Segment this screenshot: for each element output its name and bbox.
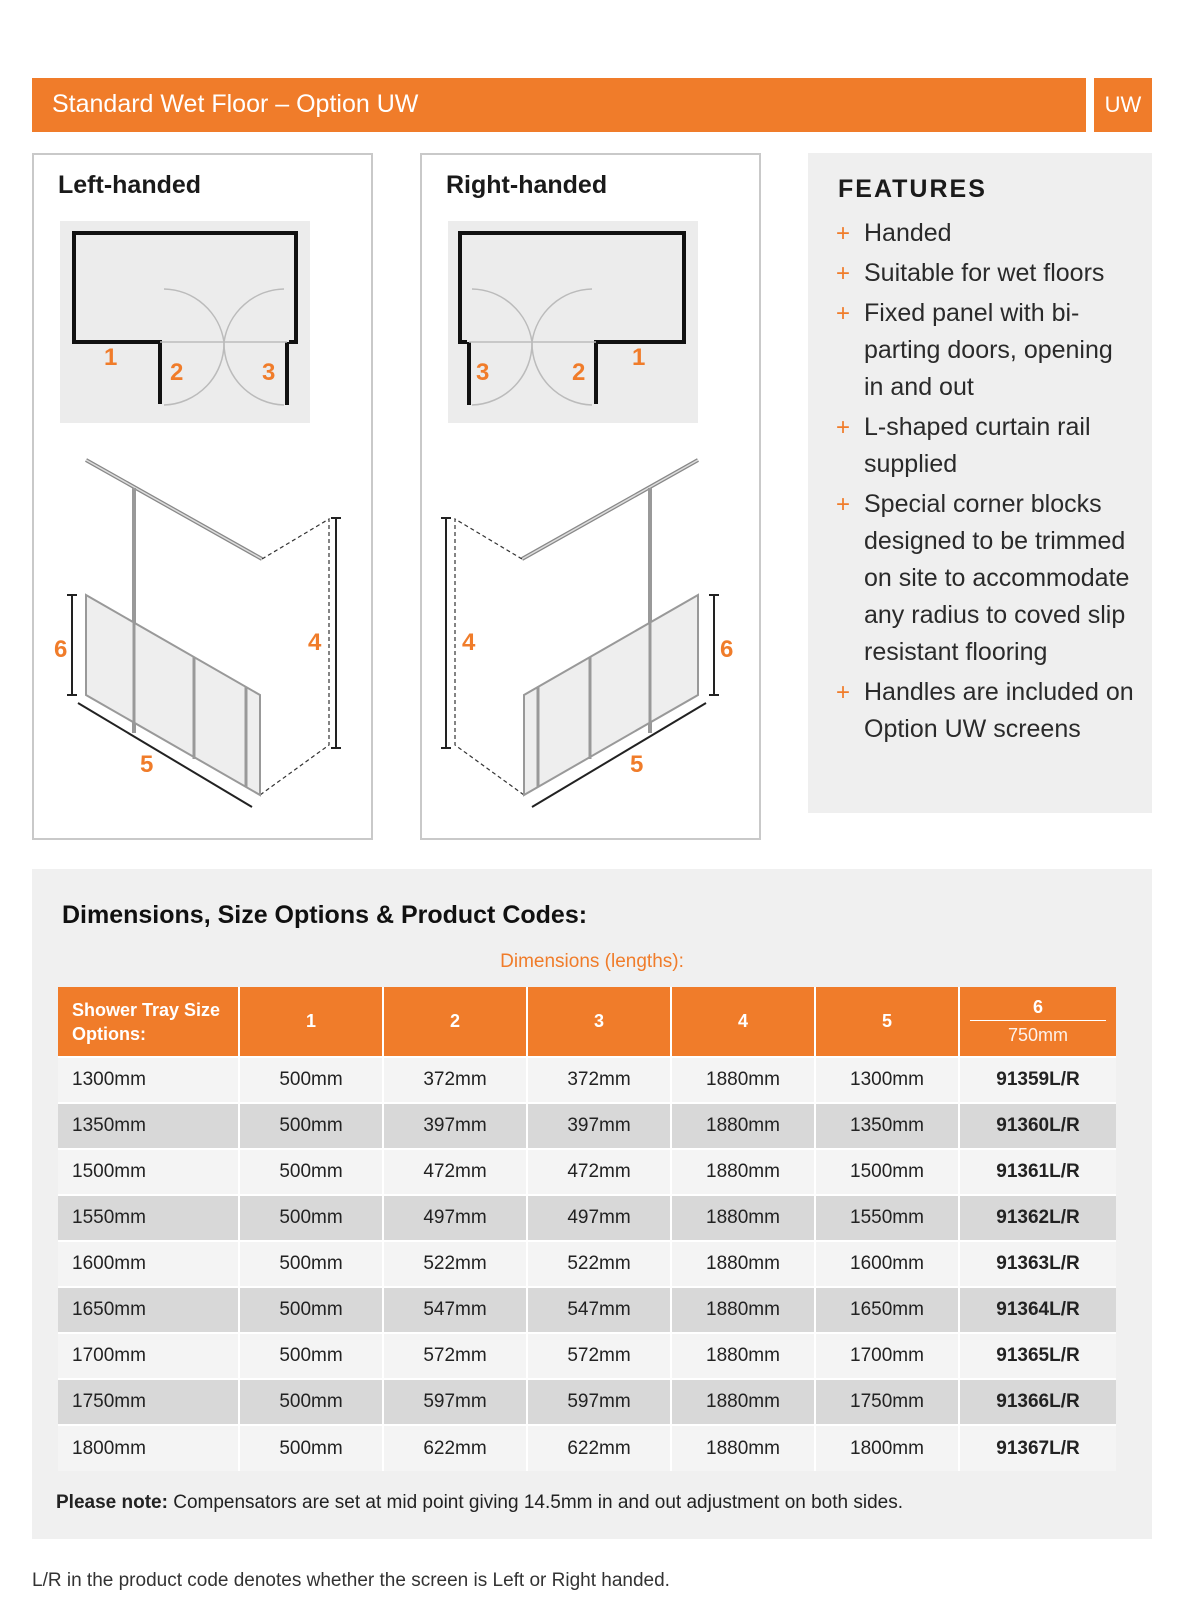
table-cell: 1750mm bbox=[815, 1379, 959, 1425]
table-cell: 1800mm bbox=[58, 1425, 239, 1471]
plan-background bbox=[448, 221, 698, 423]
table-cell: 1350mm bbox=[58, 1103, 239, 1149]
page-title: Standard Wet Floor – Option UW bbox=[52, 90, 419, 118]
product-code-cell: 91366L/R bbox=[959, 1379, 1116, 1425]
feature-item: + Fixed panel with bi-parting doors, opening in and out bbox=[836, 295, 1136, 406]
label-1: 1 bbox=[104, 344, 118, 371]
table-cell: 1880mm bbox=[671, 1241, 815, 1287]
feature-item: + Handles are included on Option UW screens bbox=[836, 674, 1136, 748]
table-cell: 1300mm bbox=[58, 1057, 239, 1103]
corner-dashed-outline bbox=[455, 519, 524, 795]
dimensions-subtitle: Dimensions (lengths): bbox=[500, 951, 684, 972]
right-panel-title: Right-handed bbox=[446, 171, 608, 199]
table-row bbox=[58, 1425, 1116, 1471]
feature-item: + L-shaped curtain rail supplied bbox=[836, 409, 1136, 483]
header-bar bbox=[32, 78, 1086, 132]
dimensions-title: Dimensions, Size Options & Product Codes: bbox=[62, 901, 588, 929]
label-3: 3 bbox=[262, 359, 276, 386]
table-cell: 500mm bbox=[239, 1149, 383, 1195]
table-cell: 622mm bbox=[383, 1425, 527, 1471]
label-4: 4 bbox=[462, 629, 476, 656]
table-cell: 1500mm bbox=[58, 1149, 239, 1195]
table-cell: 397mm bbox=[383, 1103, 527, 1149]
table-cell: 1550mm bbox=[58, 1195, 239, 1241]
please-note: Please note: Compensators are set at mid point giving 14.5mm in and out adjustment on both sides. bbox=[56, 1492, 904, 1513]
product-code-cell: 91360L/R bbox=[959, 1103, 1116, 1149]
table-header-row bbox=[58, 987, 1116, 1057]
label-5: 5 bbox=[630, 751, 644, 778]
table-row bbox=[58, 1287, 1116, 1333]
table-row bbox=[58, 1379, 1116, 1425]
label-6: 6 bbox=[54, 636, 68, 663]
table-cell: 1550mm bbox=[815, 1195, 959, 1241]
table-cell: 472mm bbox=[383, 1149, 527, 1195]
table-cell: 547mm bbox=[383, 1287, 527, 1333]
feature-item: + Suitable for wet floors bbox=[836, 255, 1136, 292]
table-cell: 1600mm bbox=[815, 1241, 959, 1287]
table-cell: 500mm bbox=[239, 1287, 383, 1333]
table-cell: 1880mm bbox=[671, 1333, 815, 1379]
right-handed-diagram bbox=[422, 155, 763, 842]
table-cell: 1880mm bbox=[671, 1379, 815, 1425]
table-cell: 500mm bbox=[239, 1333, 383, 1379]
product-code-cell: 91364L/R bbox=[959, 1287, 1116, 1333]
table-cell: 1650mm bbox=[815, 1287, 959, 1333]
corner-dashed-outline bbox=[260, 519, 329, 795]
plus-icon: + bbox=[836, 414, 851, 441]
table-row bbox=[58, 1333, 1116, 1379]
table-cell: 1880mm bbox=[671, 1195, 815, 1241]
table-cell: 1500mm bbox=[815, 1149, 959, 1195]
label-5: 5 bbox=[140, 751, 154, 778]
left-panel-title: Left-handed bbox=[58, 171, 202, 199]
features-title: FEATURES bbox=[838, 175, 987, 203]
table-cell: 497mm bbox=[527, 1195, 671, 1241]
table-cell: 1300mm bbox=[815, 1057, 959, 1103]
table-cell: 500mm bbox=[239, 1057, 383, 1103]
table-row bbox=[58, 1149, 1116, 1195]
table-cell: 397mm bbox=[527, 1103, 671, 1149]
table-cell: 1750mm bbox=[58, 1379, 239, 1425]
header-col-5: 5 bbox=[815, 987, 959, 1057]
header-col-1: 1 bbox=[239, 987, 383, 1057]
table-cell: 522mm bbox=[383, 1241, 527, 1287]
feature-item: + Handed bbox=[836, 215, 1136, 252]
product-code-cell: 91361L/R bbox=[959, 1149, 1116, 1195]
plus-icon: + bbox=[836, 220, 851, 247]
header-col-6: 6 750mm bbox=[959, 987, 1116, 1057]
table-row bbox=[58, 1195, 1116, 1241]
table-row bbox=[58, 1103, 1116, 1149]
table-row bbox=[58, 1057, 1116, 1103]
label-1: 1 bbox=[632, 344, 646, 371]
product-code-cell: 91359L/R bbox=[959, 1057, 1116, 1103]
table-cell: 472mm bbox=[527, 1149, 671, 1195]
table-cell: 500mm bbox=[239, 1103, 383, 1149]
dimensions-section bbox=[32, 869, 1152, 1539]
footer-note: L/R in the product code denotes whether the screen is Left or Right handed. bbox=[32, 1570, 670, 1591]
header-tray-size: Shower Tray Size Options: bbox=[58, 987, 239, 1057]
table-cell: 1880mm bbox=[671, 1287, 815, 1333]
table-cell: 1880mm bbox=[671, 1149, 815, 1195]
table-cell: 1880mm bbox=[671, 1103, 815, 1149]
table-cell: 497mm bbox=[383, 1195, 527, 1241]
table-cell: 597mm bbox=[383, 1379, 527, 1425]
label-2: 2 bbox=[572, 359, 586, 386]
table-cell: 547mm bbox=[527, 1287, 671, 1333]
plan-background bbox=[60, 221, 310, 423]
table-cell: 1880mm bbox=[671, 1425, 815, 1471]
screen-panels bbox=[524, 595, 698, 795]
plus-icon: + bbox=[836, 300, 851, 327]
plus-icon: + bbox=[836, 260, 851, 287]
table-row bbox=[58, 1241, 1116, 1287]
table-cell: 572mm bbox=[383, 1333, 527, 1379]
table-cell: 1600mm bbox=[58, 1241, 239, 1287]
table-cell: 500mm bbox=[239, 1379, 383, 1425]
table-body bbox=[58, 1057, 1116, 1471]
table-cell: 500mm bbox=[239, 1425, 383, 1471]
product-code-cell: 91362L/R bbox=[959, 1195, 1116, 1241]
table-cell: 500mm bbox=[239, 1195, 383, 1241]
header-col-4: 4 bbox=[671, 987, 815, 1057]
label-4: 4 bbox=[308, 629, 322, 656]
left-handed-diagram bbox=[34, 155, 375, 842]
table-cell: 1700mm bbox=[815, 1333, 959, 1379]
label-3: 3 bbox=[476, 359, 490, 386]
plus-icon: + bbox=[836, 491, 851, 518]
header-col-3: 3 bbox=[527, 987, 671, 1057]
feature-item: + Special corner blocks designed to be trimmed on site to accommodate any radius to coved slip resistant flooring bbox=[836, 486, 1136, 671]
plus-icon: + bbox=[836, 679, 851, 706]
left-handed-panel bbox=[32, 153, 373, 840]
table-cell: 622mm bbox=[527, 1425, 671, 1471]
table-cell: 372mm bbox=[527, 1057, 671, 1103]
features-box bbox=[808, 153, 1152, 813]
label-6: 6 bbox=[720, 636, 734, 663]
dimensions-table bbox=[58, 987, 1116, 1471]
product-code-cell: 91367L/R bbox=[959, 1425, 1116, 1471]
table-cell: 1350mm bbox=[815, 1103, 959, 1149]
right-handed-panel bbox=[420, 153, 761, 840]
table-cell: 572mm bbox=[527, 1333, 671, 1379]
table-cell: 1700mm bbox=[58, 1333, 239, 1379]
product-code-cell: 91365L/R bbox=[959, 1333, 1116, 1379]
table-cell: 522mm bbox=[527, 1241, 671, 1287]
screen-panels bbox=[86, 595, 260, 795]
table-cell: 500mm bbox=[239, 1241, 383, 1287]
table-cell: 1650mm bbox=[58, 1287, 239, 1333]
option-code-badge: UW bbox=[1094, 78, 1152, 132]
product-code-cell: 91363L/R bbox=[959, 1241, 1116, 1287]
header-col-2: 2 bbox=[383, 987, 527, 1057]
table-cell: 1880mm bbox=[671, 1057, 815, 1103]
features-list bbox=[836, 215, 1136, 751]
table-cell: 372mm bbox=[383, 1057, 527, 1103]
table-cell: 597mm bbox=[527, 1379, 671, 1425]
label-2: 2 bbox=[170, 359, 184, 386]
table-cell: 1800mm bbox=[815, 1425, 959, 1471]
